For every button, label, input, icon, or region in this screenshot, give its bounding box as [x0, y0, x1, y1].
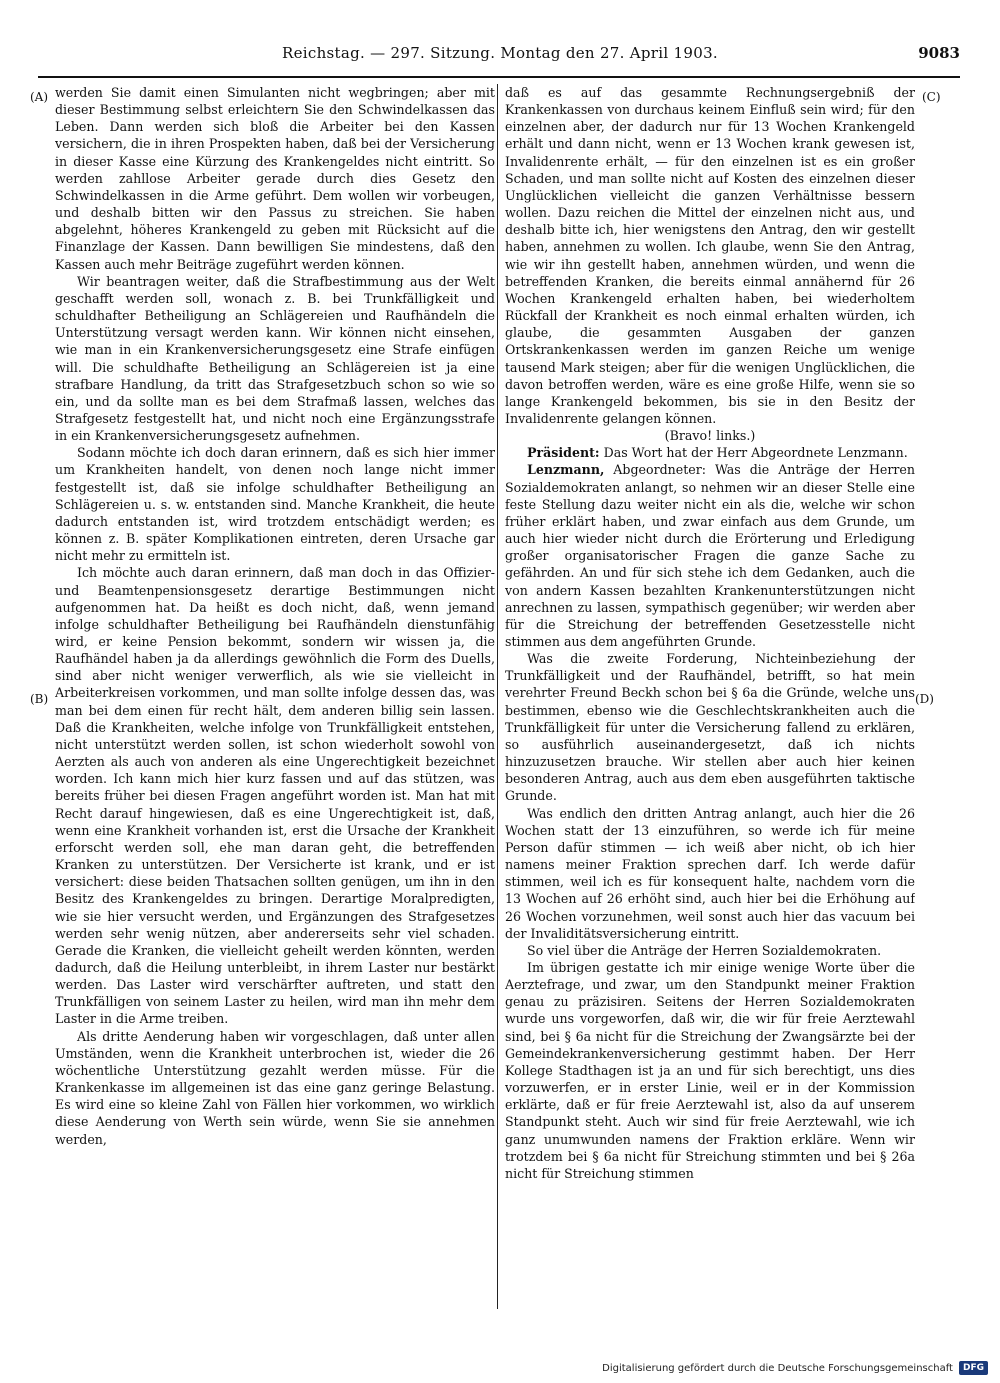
- speaker-label: Lenzmann,: [527, 462, 605, 478]
- speaker-text: Das Wort hat der Herr Abgeordnete Lenzmann.: [599, 445, 908, 461]
- paragraph: Sodann möchte ich doch daran erinnern, daß es sich hier immer um Krankheiten handelt, von denen noch lange nicht immer festgestellt ist, daß sie infolge schuldhafter Betheiligung an Schlägereien u. s. w. entstanden sind. Manche Krankheit, die heute dadurch entstanden ist, wird trotzdem entschädigt werden; es können z. B. später Komplikationen eintreten, deren Ursache gar nicht mehr zu ermitteln ist.: [55, 445, 495, 564]
- margin-marker-d: (D): [915, 692, 934, 706]
- paragraph: Als dritte Aenderung haben wir vorgeschlagen, daß unter allen Umständen, wenn die Krankheit unterbrochen ist, wieder die 26 wöchentliche Unterstützung gezahlt werden müsse. Für die Krankenkasse im allgemeinen ist das eine ganz geringe Belastung. Es wird eine so kleine Zahl von Fällen hier vorkommen, wo wirklich diese Aenderung von Werth sein würde, wenn Sie sie annehmen werden,: [55, 1028, 495, 1147]
- left-column: [55, 84, 495, 1314]
- paragraph: Was endlich den dritten Antrag anlangt, auch hier die 26 Wochen statt der 13 einzuführen, so werde ich für meine Person dafür stimmen — ich weiß aber nicht, ob ich hier namens meiner Fraktion sprechen darf. Ich werde dafür stimmen, weil ich es für konsequent halte, nachdem vorn die 13 Wochen auf 26 erhöht sind, auch hier bei die Erhöhung auf 26 Wochen vorzunehmen, weil sonst auch hier das vacuum bei der Invaliditätsversicherung eintritt.: [505, 805, 915, 941]
- dfg-logo: DFG: [959, 1361, 988, 1375]
- right-column: [505, 84, 915, 1314]
- paragraph: werden Sie damit einen Simulanten nicht wegbringen; aber mit dieser Bestimmung selbst erleichtern Sie den Schwindelkassen das Leben. Dann werden sich bloß die Arbeiter bei den Kassen versichern, die in ihren Prospekten haben, daß bei der Versicherung in dieser Kasse eine Kürzung des Krankengeldes nicht eintritt. So werden zahllose Arbeiter gerade durch dies Gesetz den Schwindelkassen in die Arme geführt. Dem wollen wir vorbeugen, und deshalb bitten wir den Passus zu streichen. Sie haben abgelehnt, höheres Krankengeld zu geben mit Rücksicht auf die Finanzlage der Kassen. Dann bewilligen Sie mindestens, daß den Kassen auch mehr Beiträge zugeführt werden können.: [55, 85, 495, 272]
- page-header: [40, 42, 960, 66]
- paragraph: daß es auf das gesammte Rechnungsergebniß der Krankenkassen von durchaus keinem Einfluß sein wird; für den einzelnen aber, der dadurch nur für 13 Wochen Krankengeld erhält und dann nicht, wenn er 13 Wochen krank gewesen ist, Invalidenrente erhält, — für den einzelnen ist es ein großer Schaden, und man sollte nicht auf Kosten des einzelnen dieser Unglücklichen vielleicht die ganzen Verhältnisse bessern wollen. Dazu reichen die Mittel der einzelnen nicht aus, und deshalb bitte ich, hier wenigstens den Antrag, den wir gestellt haben, annehmen zu wollen. Ich glaube, wenn Sie den Antrag, wie wir ihn gestellt haben, annehmen würden, und wenn die betreffenden Kranken, die bereits einmal annähernd für 26 Wochen Krankengeld erhalten haben, bei wiederholtem Rückfall der Krankheit es noch einmal erhalten würden, ich glaube, die gesammten Ausgaben der ganzen Ortskrankenkassen werden im ganzen Reiche um wenige tausend Mark steigen; aber für die wenigen Unglücklichen, die davon betroffen werden, wäre es eine große Hilfe, wenn sie so lange Krankengeld bekommen, bis sie in den Besitz der Invalidenrente gelangen können.: [505, 85, 915, 426]
- paragraph: Wir beantragen weiter, daß die Strafbestimmung aus der Welt geschafft werden soll, wonach z. B. bei Trunkfälligkeit und schuldhafter Betheiligung an Schlägereien und Raufhändeln die Unterstützung versagt werden kann. Wir können nicht einsehen, wie man in ein Krankenversicherungsgesetz eine Strafe einfügen will. Die schuldhafte Betheiligung an Schlägereien ist ja eine strafbare Handlung, da tritt das Strafgesetzbuch schon so wie so ein, und da sollte man es bei dem Strafmaß lassen, welches das Strafgesetz festgestellt hat, und nicht noch eine Ergänzungsstrafe in ein Krankenversicherungsgesetz aufnehmen.: [55, 273, 495, 444]
- margin-marker-a: (A): [30, 90, 49, 104]
- speaker-label: Präsident:: [527, 445, 600, 461]
- paragraph: So viel über die Anträge der Herren Sozialdemokraten.: [527, 942, 882, 958]
- column-divider: [497, 84, 498, 1309]
- footer: [602, 1361, 988, 1375]
- margin-marker-b: (B): [30, 692, 49, 706]
- header-title: Reichstag. — 297. Sitzung. Montag den 27. April 1903.: [282, 44, 718, 62]
- interjection: (Bravo! links.): [664, 428, 756, 444]
- speaker-text: Abgeordneter: Was die Anträge der Herren Sozialdemokraten anlangt, so nehmen wir an dieser Stelle eine feste Stellung dazu weiter nicht ein als die, welche wir schon früher erklärt haben, und zwar einfach aus dem Grunde, um auch hier wieder nicht durch die Erörterung und Erledigung großer organisatorischer Fragen die ganze Sache zu gefährden. An und für sich stehe ich dem Gedanken, auch die von andern Kassen bezahlten Krankenunterstützungen nicht anrechnen zu lassen, sympathisch gegenüber; wir werden aber für die Streichung der betreffenden Gesetzesstelle nicht stimmen aus dem angeführten Grunde.: [505, 462, 915, 649]
- speaker-paragraph: [505, 461, 915, 650]
- paragraph: Ich möchte auch daran erinnern, daß man doch in das Offizier- und Beamtenpensionsgesetz derartige Bestimmungen nicht aufgenommen hat. Da heißt es doch nicht, daß, wenn jemand infolge schuldhafter Betheiligung bei Raufhändeln dienstunfähig wird, er keine Pension bekommt, sondern wir wissen ja, die Raufhändel haben ja da allerdings gewöhnlich die Form des Duells, sind aber nicht weniger verwerflich, als wie sie vielleicht in Arbeiterkreisen vorkommen, und man sollte infolge dessen das, was man bei dem einen für recht hält, dem anderen billig sein lassen. Daß die Krankheiten, welche infolge von Trunkfälligkeit entstehen, nicht unterstützt werden sollen, ist schon wiederholt sowohl von Aerzten als auch von anderen als eine Ungerechtigkeit bezeichnet worden. Ich kann mich hier kurz fassen und auf das stützen, was bereits früher bei diesen Fragen angeführt worden ist. Man hat mit Recht darauf hingewiesen, daß es eine Ungerechtigkeit ist, daß, wenn eine Krankheit vorhanden ist, erst die Ursache der Krankheit erforscht werden soll, ehe man daran geht, die betreffenden Kranken zu unterstützen. Der Versicherte ist krank, und er ist versichert: diese beiden Thatsachen sollten genügen, um ihn in den Besitz des Krankengeldes zu bringen. Derartige Moralpredigten, wie sie hier versucht werden, und Ergänzungen des Strafgesetzes werden sehr wenig nützen, aber andererseits sehr viel schaden. Gerade die Kranken, die vielleicht geheilt werden könnten, werden dadurch, daß die Heilung unterbleibt, in ihrem Laster nur bestärkt werden. Das Laster wird verschärfter auftreten, und statt den Trunkfälligen von seinem Laster zu heilen, wird man ihn mehr dem Laster in die Arme treiben.: [55, 565, 495, 1027]
- speaker-paragraph: [505, 444, 915, 461]
- margin-marker-c: (C): [922, 90, 941, 104]
- paragraph: Im übrigen gestatte ich mir einige wenige Worte über die Aerztefrage, und zwar, um den Standpunkt meiner Fraktion genau zu präzisiren. Seitens der Herren Sozialdemokraten wurde uns vorgeworfen, daß wir, die wir für freie Aerztewahl sind, bei § 6a nicht für die Streichung der Zwangsärzte bei der Gemeindekrankenversicherung gestimmt haben. Der Herr Kollege Stadthagen ist ja an und für sich berechtigt, uns dies vorzuwerfen, er in erster Linie, weil er in der Kommission erklärte, daß er für freie Aerztewahl ist, also da auf unserem Standpunkt steht. Auch wir sind für freie Aerztewahl, wie ich ganz unumwunden namens der Fraktion erkläre. Wenn wir trotzdem bei § 6a nicht für Streichung stimmten und bei § 26a nicht für Streichung stimmen: [505, 959, 915, 1181]
- page-number: 9083: [918, 44, 960, 62]
- paragraph: Was die zweite Forderung, Nichteinbeziehung der Trunkfälligkeit und der Raufhändel, betrifft, so hat mein verehrter Freund Beckh schon bei § 6a die Gründe, welche uns bestimmen, ebenso wie die Geschlechtskrankheiten auch die Trunkfälligkeit für unter die Versicherung fallend zu erklären, so ausführlich auseinandergesetzt, daß ich nichts hinzuzusetzen brauche. Wir stellen aber auch hier keinen besonderen Antrag, auch aus dem eben ausgeführten taktische Grunde.: [505, 651, 915, 804]
- header-rule: [38, 76, 960, 78]
- footer-credit: Digitalisierung gefördert durch die Deutsche Forschungsgemeinschaft: [602, 1362, 953, 1374]
